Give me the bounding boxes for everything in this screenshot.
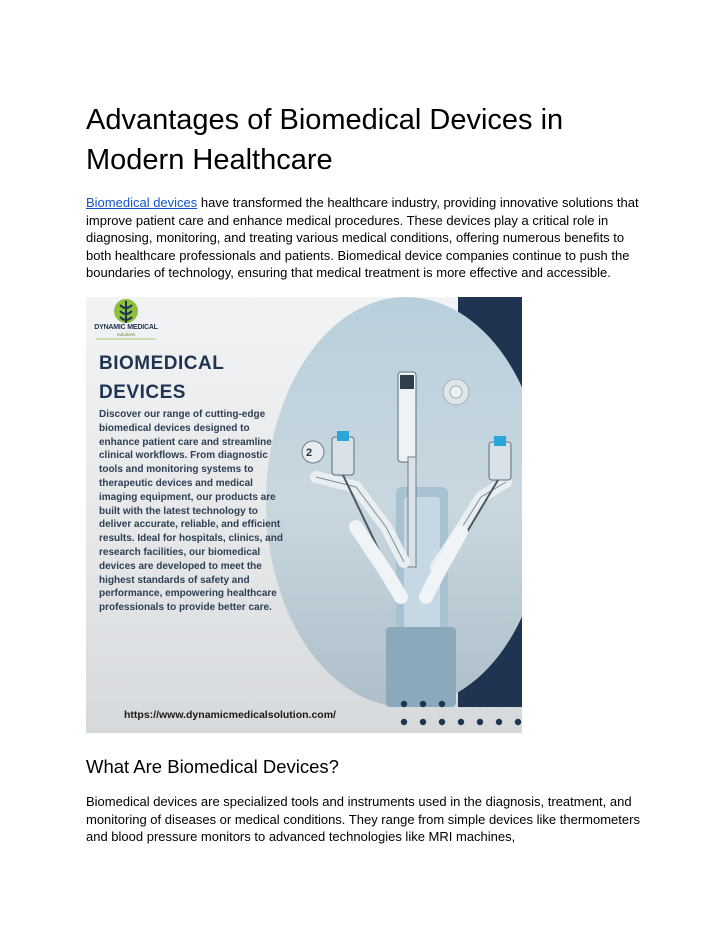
intro-paragraph <box>86 194 644 282</box>
banner-headline <box>99 349 299 407</box>
section-heading: What Are Biomedical Devices? <box>86 756 339 777</box>
headline-line-1: BIOMEDICAL <box>99 353 225 374</box>
brand-name: DYNAMIC MEDICAL <box>94 324 158 331</box>
banner-url: https://www.dynamicmedicalsolution.com/ <box>124 709 336 721</box>
section-paragraph: Biomedical devices are specialized tools and instruments used in the diagnosis, treatment, and monitoring of diseases or medical conditions. They range from simple devices like thermometers and blood pressure monitors to advanced technologies like MRI machines, <box>86 794 640 844</box>
biomedical-devices-link[interactable]: Biomedical devices <box>86 195 198 210</box>
banner-description: Discover our range of cutting-edge biomedical devices designed to enhance patient care and streamline clinical workflows. From diagnostic tools and monitoring systems to therapeutic devices and medical imaging equipment, our products are built with the latest technology to deliver accurate, reliable, and efficient results. Ideal for hospitals, clinics, and research facilities, our biomedical devices are developed to meet the highest standards of safety and performance, empowering healthcare professionals to provide better care. <box>99 409 283 614</box>
biomedical-devices-banner <box>86 297 522 733</box>
ceiling-lamp-icon <box>443 379 469 405</box>
headline-line-2: DEVICES <box>99 382 186 403</box>
page-title: Advantages of Biomedical Devices in Modern Healthcare <box>86 104 564 176</box>
intro-text: have transformed the healthcare industry, providing innovative solutions that improve patient care and enhance medical procedures. These devices play a critical role in diagnosing, monitoring, and treating various medical conditions, offering numerous benefits to both healthcare professionals and patients. Biomedical device companies continue to push the boundaries of technology, ensuring that medical treatment is more effective and accessible. <box>86 195 639 280</box>
robot-arm-number: 2 <box>305 447 313 459</box>
brand-subtitle: Solutions <box>116 332 136 337</box>
